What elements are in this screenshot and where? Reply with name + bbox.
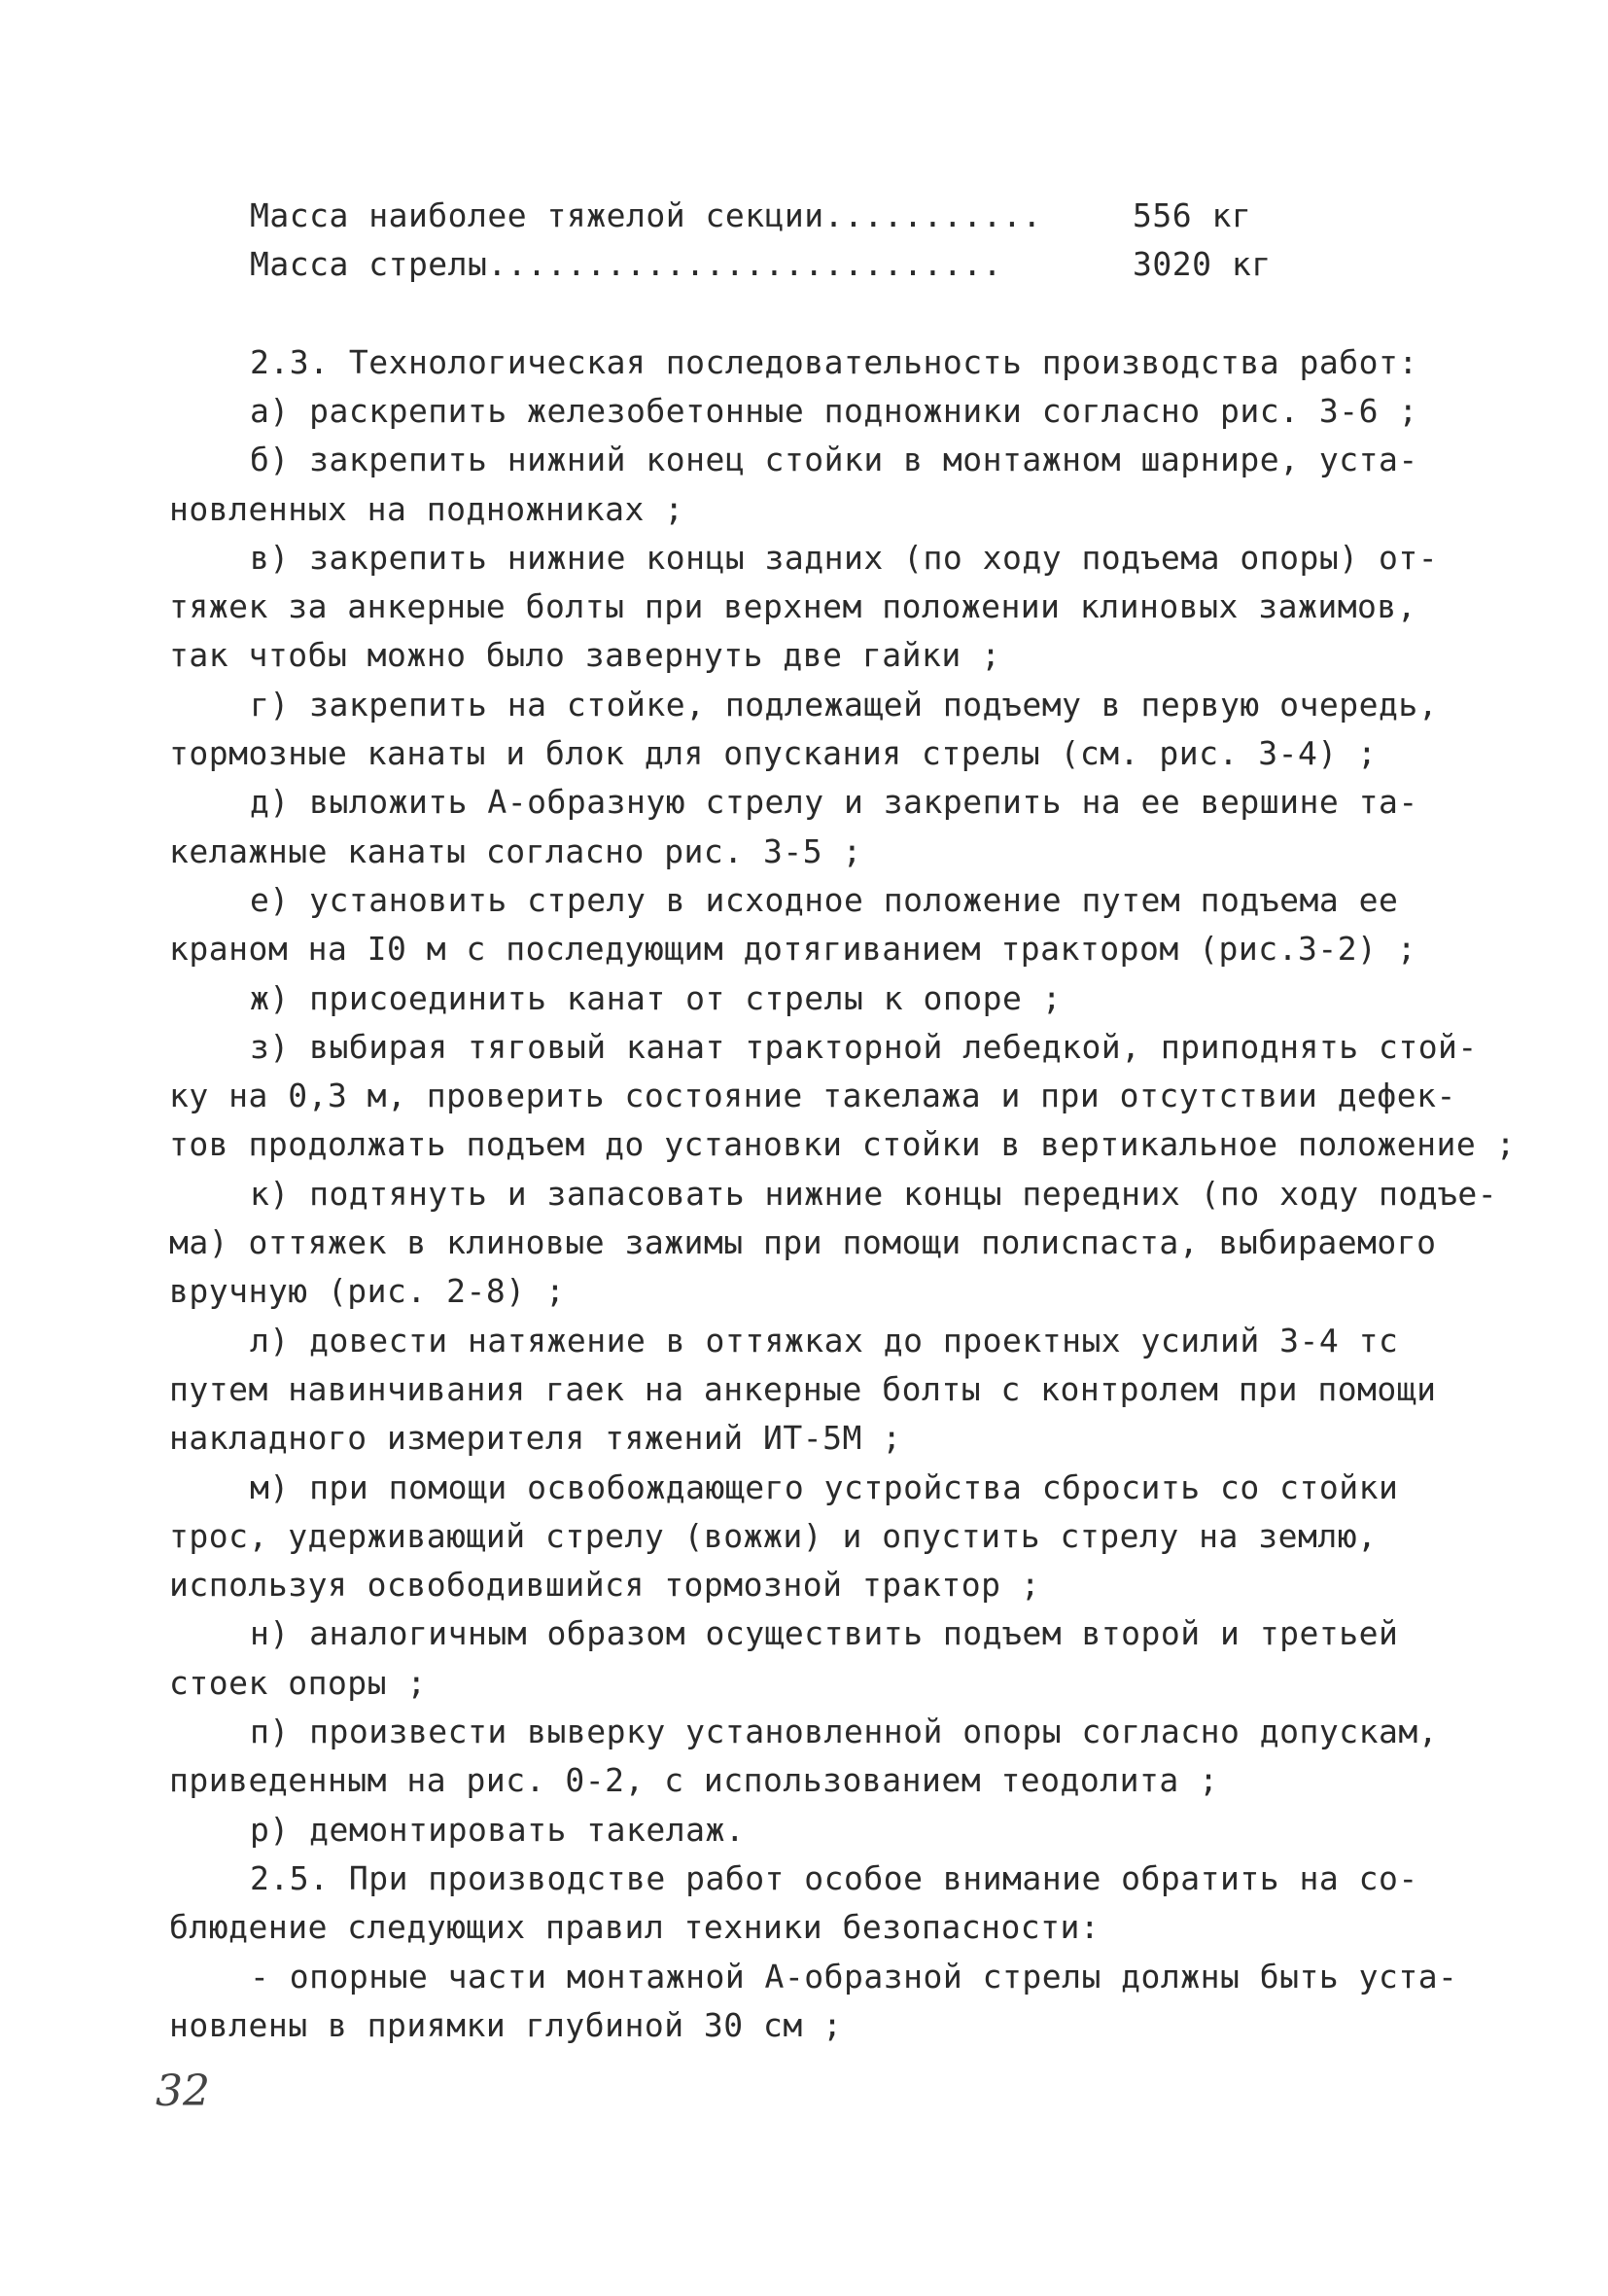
step-m-cont-1: трос, удерживающий стрелу (вожжи) и опустить стрелу на землю,	[169, 1517, 1378, 1555]
mass-row-2-value: 3020 кг	[1133, 245, 1272, 283]
mass-row-2-label: Масса стрелы..........................	[250, 245, 1002, 283]
section-heading-2-3: 2.3. Технологическая последовательность производства работ:	[250, 343, 1418, 381]
mass-row-1-label: Масса наиболее тяжелой секции...........	[250, 196, 1042, 234]
step-m: м) при помощи освобождающего устройства сбросить со стойки	[250, 1468, 1399, 1506]
step-b-cont: новленных на подножниках ;	[169, 490, 684, 528]
step-l: л) довести натяжение в оттяжках до проектных усилий 3-4 тс	[250, 1322, 1399, 1360]
step-v: в) закрепить нижние концы задних (по ходу подъема опоры) от-	[250, 539, 1439, 577]
step-g-cont: тормозные канаты и блок для опускания стрелы (см. рис. 3-4) ;	[169, 734, 1378, 772]
step-z-cont-1: ку на 0,3 м, проверить состояние такелажа и при отсутствии дефек-	[169, 1077, 1456, 1114]
step-e: е) установить стрелу в исходное положение путем подъема ее	[250, 881, 1399, 919]
step-a: а) раскрепить железобетонные подножники согласно рис. 3-6 ;	[250, 392, 1418, 430]
safety-rule-1-cont: новлены в приямки глубиной 30 см ;	[169, 2006, 843, 2044]
step-p-cont: приведенным на рис. 0-2, с использованием теодолита ;	[169, 1761, 1219, 1799]
step-k-cont-2: вручную (рис. 2-8) ;	[169, 1272, 566, 1310]
section-heading-2-5: 2.5. При производстве работ особое внимание обратить на со-	[250, 1859, 1418, 1897]
step-v-cont-1: тяжек за анкерные болты при верхнем положении клиновых зажимов,	[169, 587, 1417, 625]
step-z-cont-2: тов продолжать подъем до установки стойки в вертикальное положение ;	[169, 1125, 1517, 1163]
step-p: п) произвести выверку установленной опоры согласно допускам,	[250, 1713, 1439, 1750]
step-e-cont: краном на I0 м с последующим дотягиванием трактором (рис.3-2) ;	[169, 930, 1417, 968]
section-2-5-cont: блюдение следующих правил техники безопасности:	[169, 1908, 1101, 1946]
step-k: к) подтянуть и запасовать нижние концы передних (по ходу подъе-	[250, 1175, 1498, 1213]
step-n-cont: стоек опоры ;	[169, 1664, 427, 1702]
page-number: 32	[156, 2066, 210, 2116]
step-zh: ж) присоединить канат от стрелы к опоре ;	[250, 979, 1063, 1017]
step-r: р) демонтировать такелаж.	[250, 1811, 746, 1849]
step-g: г) закрепить на стойке, подлежащей подъему в первую очередь,	[250, 686, 1439, 724]
mass-row-1-value: 556 кг	[1133, 196, 1252, 234]
safety-rule-1: - опорные части монтажной А-образной стрелы должны быть уста-	[250, 1958, 1458, 1996]
step-l-cont-2: накладного измерителя тяжений ИТ-5М ;	[169, 1419, 902, 1457]
step-d-cont: келажные канаты согласно рис. 3-5 ;	[169, 832, 862, 870]
step-b: б) закрепить нижний конец стойки в монтажном шарнире, уста-	[250, 441, 1418, 478]
step-z: з) выбирая тяговый канат тракторной лебедкой, приподнять стой-	[250, 1028, 1478, 1066]
step-k-cont-1: ма) оттяжек в клиновые зажимы при помощи полиспаста, выбираемого	[169, 1223, 1437, 1261]
step-l-cont-1: путем навинчивания гаек на анкерные болты с контролем при помощи	[169, 1370, 1437, 1408]
step-v-cont-2: так чтобы можно было завернуть две гайки ;	[169, 636, 1001, 674]
step-n: н) аналогичным образом осуществить подъем второй и третьей	[250, 1614, 1399, 1652]
step-m-cont-2: используя освободившийся тормозной трактор ;	[169, 1566, 1041, 1604]
step-d: д) выложить А-образную стрелу и закрепить на ее вершине та-	[250, 783, 1418, 821]
